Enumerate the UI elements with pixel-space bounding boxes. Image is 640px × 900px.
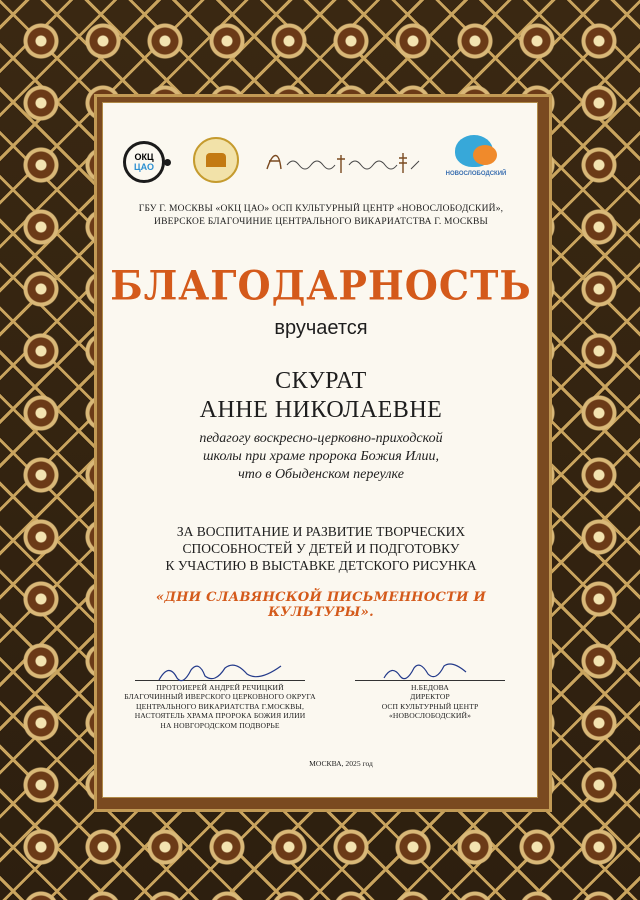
- signatory-line: НА НОВГОРОДСКОМ ПОДВОРЬЕ: [160, 720, 280, 730]
- role-line: школы при храме пророка Божия Илии,: [202, 449, 440, 464]
- recipient-role: [103, 430, 539, 484]
- role-line: педагогу воскресно-церковно-приходской: [199, 431, 443, 446]
- organizers-block: [103, 203, 539, 229]
- novoslobodsky-logo: [435, 133, 517, 189]
- signature-scribble-icon: [155, 660, 285, 686]
- awarded-label: вручается: [274, 317, 368, 339]
- recipient-surname: СКУРАТ: [275, 368, 367, 394]
- signatory-line: ПРОТОИЕРЕЙ АНДРЕЙ РЕЧИЦКИЙ: [156, 683, 284, 692]
- certificate-title: БЛАГОДАРНОСТЬ: [110, 261, 532, 310]
- logo-dot-icon: [164, 159, 171, 166]
- logos-row: [117, 133, 525, 189]
- recipient-given-name: АННЕ НИКОЛАЕВНЕ: [199, 397, 443, 423]
- certificate-sheet: [102, 102, 538, 798]
- signatory-left-text: [115, 683, 325, 730]
- cao-logo-text: ЦАО: [134, 162, 154, 172]
- exhibition-title: «ДНИ СЛАВЯНСКОЙ ПИСЬМЕННОСТИ И КУЛЬТУРЫ».: [155, 590, 487, 620]
- signature-left: [115, 668, 325, 730]
- okc-cao-logo: [123, 141, 165, 183]
- signature-scribble-icon: [380, 660, 470, 686]
- organizer-line: ИВЕРСКОЕ БЛАГОЧИНИЕ ЦЕНТРАЛЬНОГО ВИКАРИАТСТВА Г. МОСКВЫ: [154, 217, 488, 227]
- organizer-line: ГБУ Г. МОСКВЫ «ОКЦ ЦАО» ОСП КУЛЬТУРНЫЙ ЦЕНТР «НОВОСЛОБОДСКИЙ»,: [138, 204, 504, 214]
- place-date: МОСКВА, 2025 год: [309, 759, 373, 768]
- sretenie-emblem: [193, 137, 239, 183]
- reason-line: СПОСОБНОСТЕЙ У ДЕТЕЙ И ПОДГОТОВКУ: [182, 541, 460, 556]
- signatory-line: НАСТОЯТЕЛЬ ХРАМА ПРОРОКА БОЖИЯ ИЛИИ: [134, 711, 306, 721]
- signature-right: [335, 668, 525, 721]
- signatory-line: ДИРЕКТОР: [410, 692, 450, 702]
- reason-block: [103, 523, 539, 574]
- signatory-line: ОСП КУЛЬТУРНЫЙ ЦЕНТР: [381, 701, 479, 711]
- bird-icon: [455, 135, 493, 167]
- reason-line: К УЧАСТИЮ В ВЫСТАВКЕ ДЕТСКОГО РИСУНКА: [165, 558, 477, 573]
- signatory-line: ЦЕНТРАЛЬНОГО ВИКАРИАТСТВА Г.МОСКВЫ,: [136, 701, 304, 711]
- signatory-line: БЛАГОЧИННЫЙ ИВЕРСКОГО ЦЕРКОВНОГО ОКРУГА: [124, 692, 316, 702]
- role-line: что в Обыденском переулке: [238, 467, 404, 482]
- church-calligraphy-logo: [263, 143, 423, 179]
- signatory-line: Н.БЕДОВА: [411, 683, 449, 692]
- signatory-right-text: [335, 683, 525, 721]
- signatory-line: «НОВОСЛОБОДСКИЙ»: [388, 711, 471, 721]
- okc-logo-text: ОКЦ: [134, 152, 154, 162]
- reason-line: ЗА ВОСПИТАНИЕ И РАЗВИТИЕ ТВОРЧЕСКИХ: [176, 524, 466, 539]
- novoslobodsky-caption: НОВОСЛОБОДСКИЙ: [445, 171, 507, 177]
